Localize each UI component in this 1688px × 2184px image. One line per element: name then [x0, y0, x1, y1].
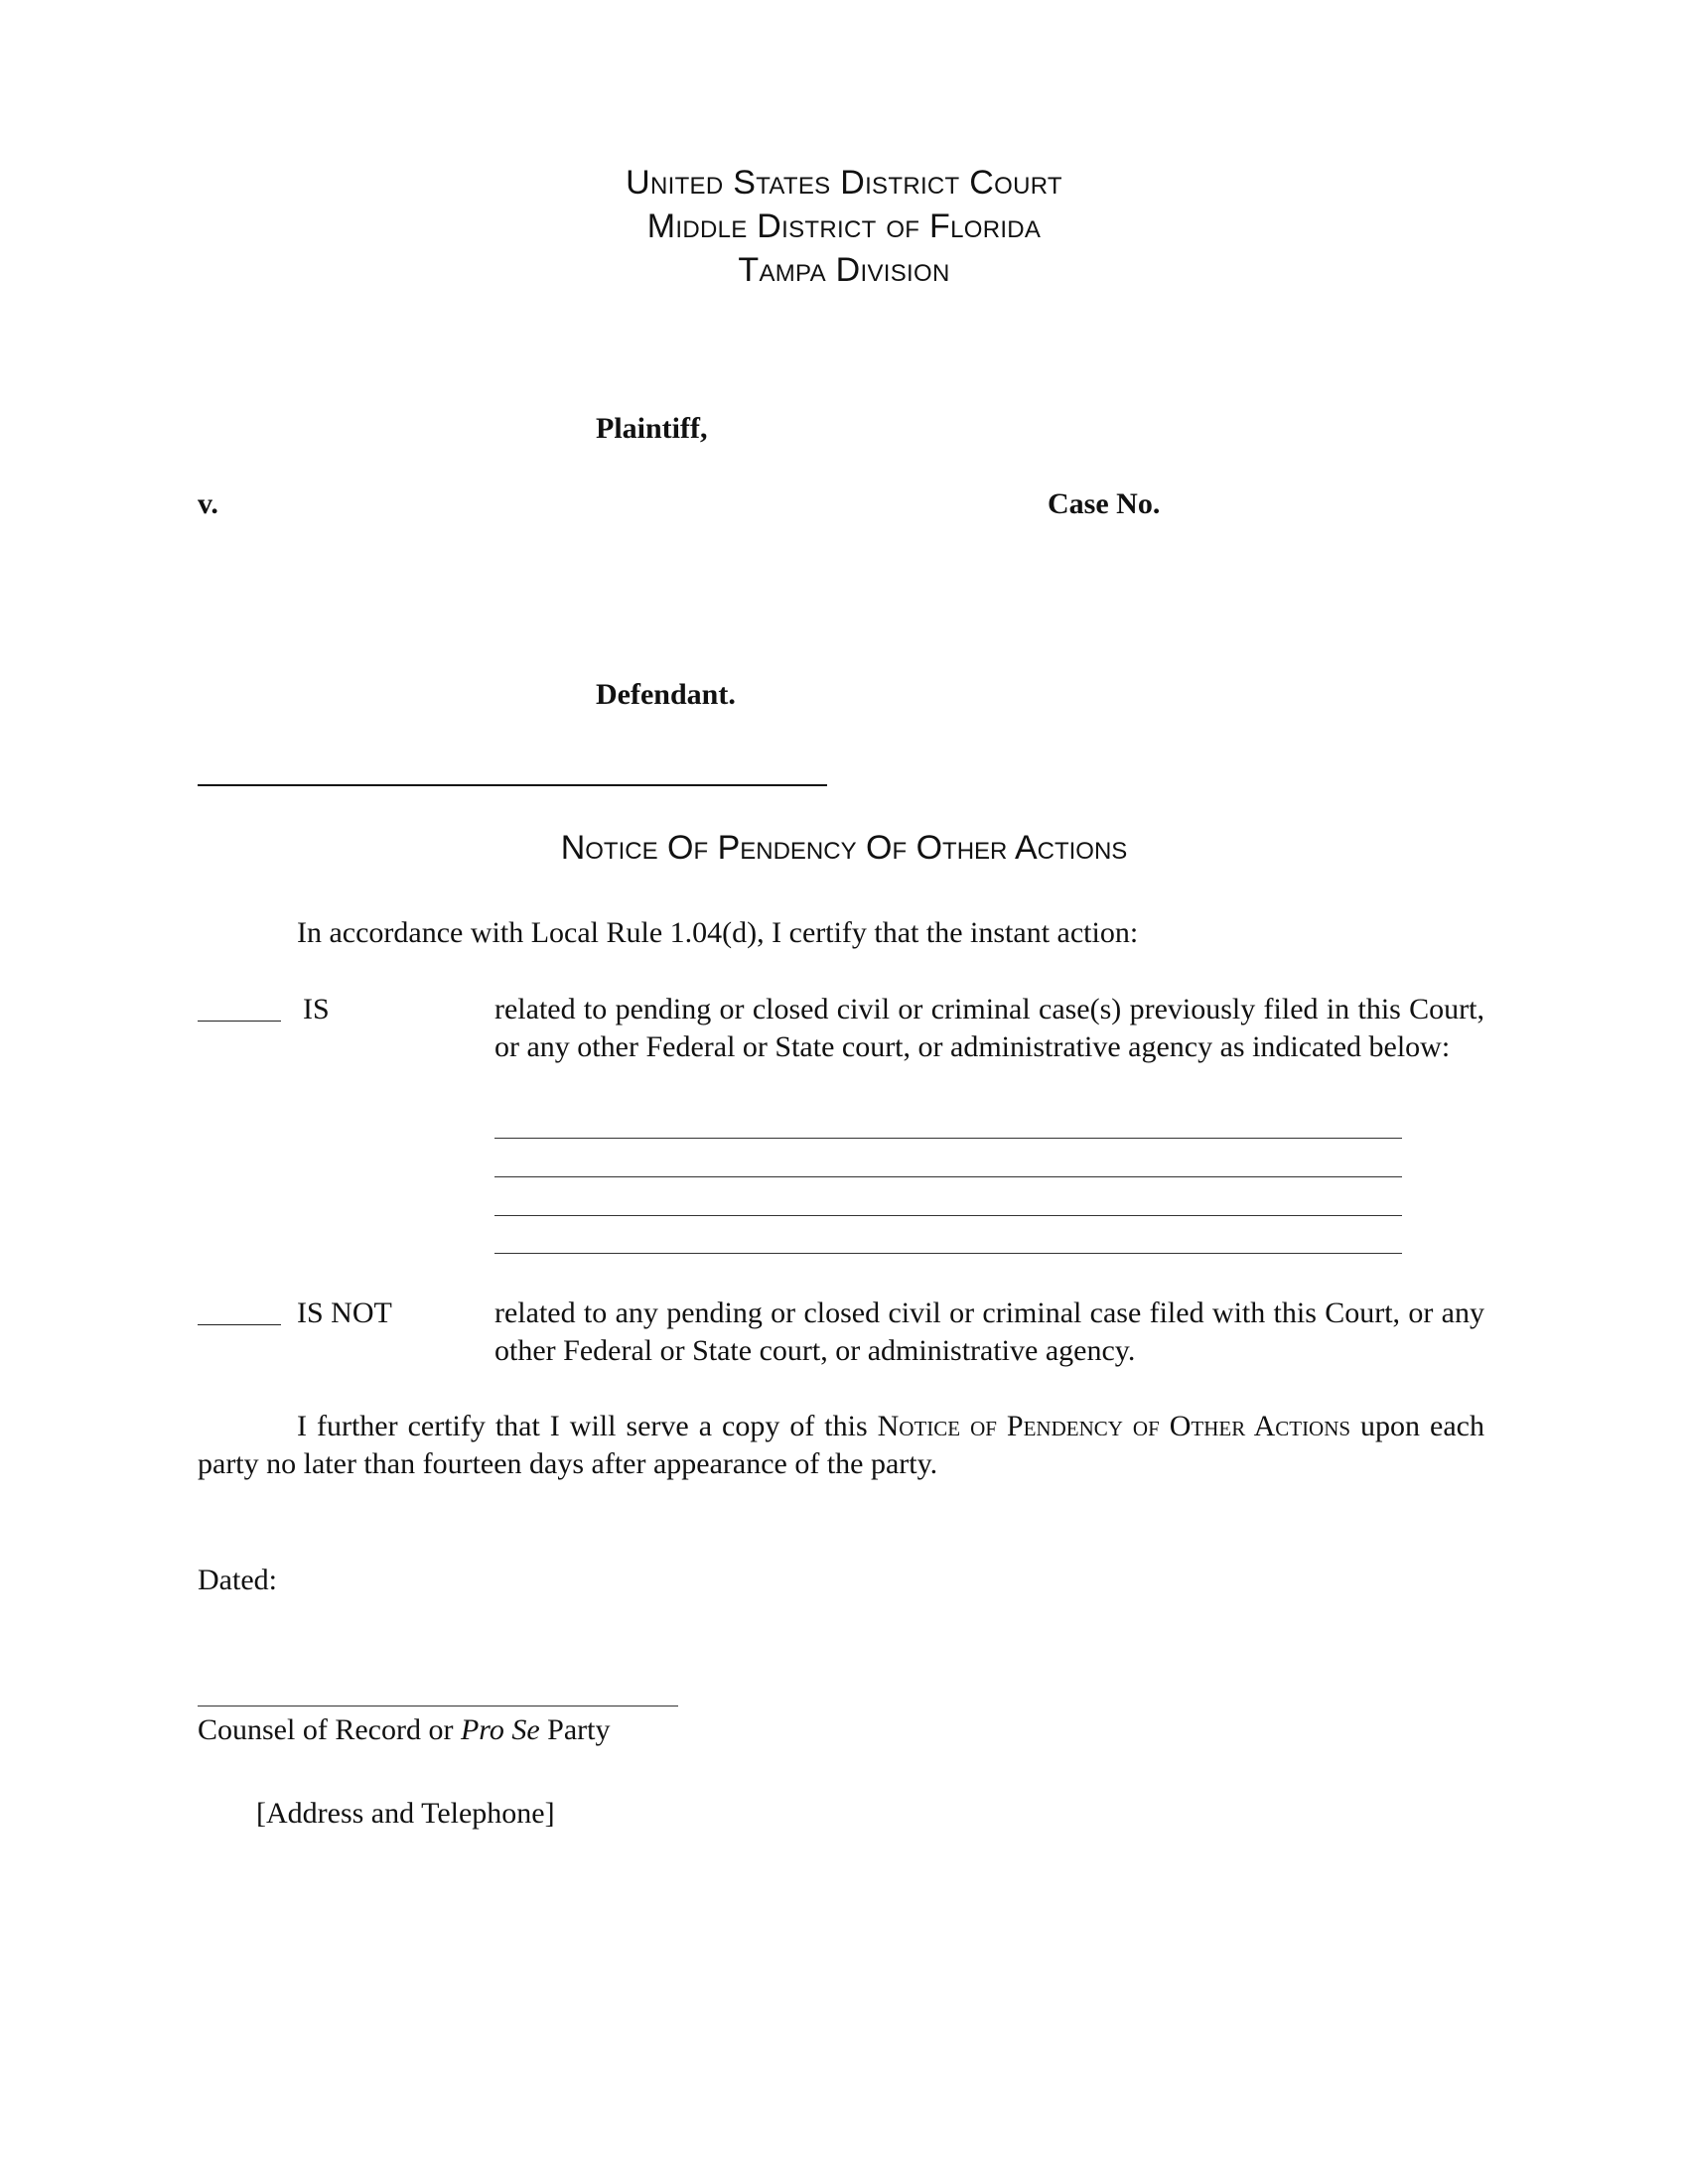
signature-caption — [198, 1711, 610, 1749]
certification-prefix: I further certify that I will serve a copy of this — [297, 1410, 878, 1442]
court-name: United States District Court — [626, 164, 1062, 202]
caption-divider — [198, 784, 827, 786]
certification-suffix: upon each party no later than fourteen days after appearance of the party. — [198, 1410, 1484, 1480]
pro-se-text: Pro Se — [460, 1713, 540, 1746]
is-not-checkbox-blank[interactable] — [198, 1297, 281, 1330]
plaintiff-label: Plaintiff, — [596, 412, 708, 445]
related-case-line[interactable] — [494, 1176, 1402, 1177]
related-case-line[interactable] — [494, 1253, 1402, 1254]
versus-label: v. — [198, 487, 218, 520]
is-not-description: related to any pending or closed civil or criminal case filed with this Court, or any other Federal or State court, or administrative agency. — [494, 1297, 1484, 1367]
defendant-label: Defendant. — [596, 678, 736, 711]
case-number-label: Case No. — [1048, 487, 1161, 520]
is-description: related to pending or closed civil or criminal case(s) previously filed in this Court, or any other Federal or State court, or administrative agency as indicated below: — [494, 993, 1484, 1063]
certification-paragraph — [198, 1408, 1484, 1483]
address-placeholder: [Address and Telephone] — [256, 1797, 555, 1830]
division-name: Tampa Division — [738, 251, 950, 289]
is-label: IS — [303, 993, 330, 1025]
intro-text: In accordance with Local Rule 1.04(d), I certify that the instant action: — [297, 916, 1139, 949]
notice-name: Notice of Pendency of Other Actions — [877, 1410, 1351, 1442]
related-case-line[interactable] — [494, 1215, 1402, 1216]
document-title: Notice Of Pendency Of Other Actions — [560, 829, 1128, 867]
signature-suffix: Party — [539, 1713, 611, 1746]
is-checkbox-blank[interactable] — [198, 993, 281, 1026]
dated-label: Dated: — [198, 1564, 277, 1596]
is-not-label: IS NOT — [297, 1297, 392, 1329]
signature-prefix: Counsel of Record or — [198, 1713, 461, 1746]
district-name: Middle District of Florida — [646, 207, 1042, 245]
related-case-line[interactable] — [494, 1138, 1402, 1139]
